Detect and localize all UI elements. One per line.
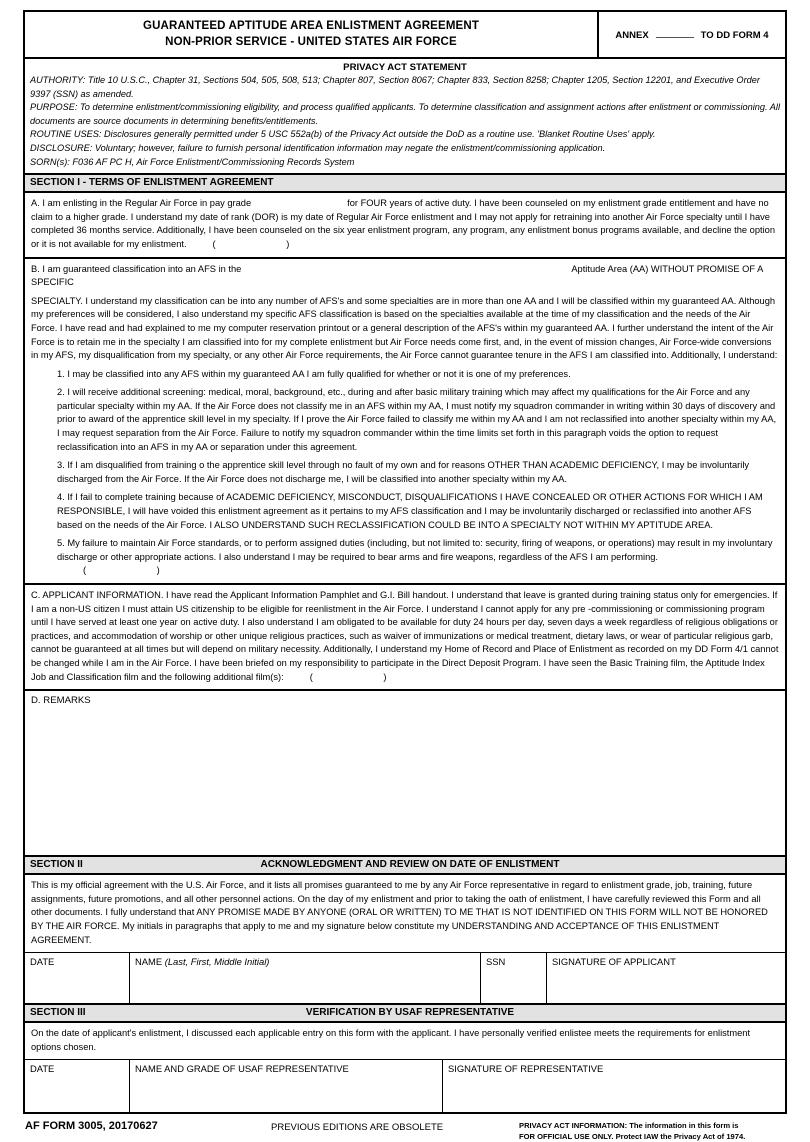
section-1-header: SECTION I - TERMS OF ENLISTMENT AGREEMENT [25, 175, 785, 193]
paragraph-b-item-4: 4. If I fail to complete training because of ACADEMIC DEFICIENCY, MISCONDUCT, DISQUALIFICATIONS I HAVE CONCEALED OR OTHER ACTIONS FOR WHICH I AM RESPONSIBLE, I will have voided this enlistment agreement as it pertains to my AFS classification and I may be involuntarily discharged or reclassified into another AFS based on the needs of the Air Force. I ALSO UNDERSTAND SUCH RECLASSIFICATION COULD BE INTO A SPECIALTY NOT WITHIN MY APTITUDE AREA. [57, 492, 763, 530]
privacy-disclosure: DISCLOSURE: Voluntary; however, failure to furnish personal identification information may negate the enlistment/commissioning application. [30, 142, 606, 153]
section-2-label: SECTION II [30, 859, 83, 871]
paragraph-c-text [31, 589, 779, 684]
form-title [25, 12, 597, 57]
form-title-line-2: NON-PRIOR SERVICE - UNITED STATES AIR FORCE [165, 36, 457, 48]
representative-signature-cell[interactable] [443, 1060, 785, 1112]
title-band [25, 12, 785, 59]
remarks-block[interactable] [25, 691, 785, 857]
paragraph-b-heading-line [31, 263, 779, 290]
section-2-body-block [25, 875, 785, 953]
applicant-date-cell[interactable] [25, 953, 130, 1003]
applicant-date-label: DATE [30, 956, 55, 968]
annex-number-field[interactable] [656, 28, 694, 38]
representative-date-label: DATE [30, 1063, 55, 1075]
privacy-sorn: SORN(s): F036 AF PC H, Air Force Enlistment/Commissioning Records System [30, 156, 355, 167]
privacy-routine-uses: ROUTINE USES: Disclosures generally permitted under 5 USC 552a(b) of the Privacy Act outside the DoD as a routine use. 'Blanket Routine Uses' apply. [30, 129, 656, 140]
applicant-name-cell[interactable] [130, 953, 481, 1003]
paragraph-b-item-1: 1. I may be classified into any AFS within my guaranteed AA I am fully qualified for whether or not it is one of my preferences. [57, 368, 571, 379]
remarks-label: D. REMARKS [31, 695, 91, 707]
paragraph-a-initials-field[interactable]: ( ) [212, 238, 324, 249]
privacy-act-statement [25, 59, 785, 175]
section-2-header [25, 857, 785, 875]
section-2-body: This is my official agreement with the U.S. Air Force, and it lists all promises guaranteed to me by any Air Force representative in regard to enlistment grade, job, training, future assignments, future promotions, and all other personnel actions. On the day of my enlistment and prior to taking the oath of enlistment, I have carefully reviewed this Form and all other documents. I fully understand that ANY PROMISE MADE BY ANYONE (ORAL OR WRITTEN) TO ME THAT IS NOT IDENTIFIED ON THIS FORM WILL NOT BE HONORED BY THE AIR FORCE. My initials in paragraphs that apply to me and my signature below constitute my UNDERSTANDING AND ACCEPTANCE OF THIS ENLISTMENT AGREEMENT. [31, 880, 768, 945]
privacy-authority: AUTHORITY: Title 10 U.S.C., Chapter 31, Sections 504, 505, 508, 513; Chapter 807, Section 8067; Chapter 833, Section 8258; Chapter 1205, Section 12201, and Executive Order 9397 (SSN) as amended. [30, 75, 760, 99]
paragraph-b-item-2: 2. I will receive additional screening: medical, moral, background, etc., during and after basic military training which may affect my qualifications for the Air Force and any particular specialty within my AA. If the Air Force does not classify me in an AFS within my AA, I must notify my squadron commander in writing within 30 days of discovery and prior to award of the apprentice skill level in my specialty. If I prove the Air Force failed to classify me within my AA and I am not reclassified into another specialty within my AA, I may request separation from the Air Force. Failure to notify my squadron commander within the time limits set forth in this paragraph voids the option to request reclassification into an AFS in my AA or separation under this agreement. [57, 387, 777, 452]
applicant-ssn-cell[interactable] [481, 953, 547, 1003]
paragraph-b-part-1: B. I am guaranteed classification into an AFS in the [31, 263, 242, 274]
form-identifier: AF FORM 3005, 20170627 [25, 1120, 158, 1133]
section-3-body: On the date of applicant's enlistment, I discussed each applicable entry on this form with the applicant. I have personally verified enlistee meets the requirements for enlistment options chosen. [31, 1028, 751, 1052]
applicant-ssn-label: SSN [486, 956, 506, 968]
applicant-signature-cell[interactable] [547, 953, 785, 1003]
form-title-line-1: GUARANTEED APTITUDE AREA ENLISTMENT AGREEMENT [143, 20, 479, 32]
section-3-body-block [25, 1023, 785, 1060]
paragraph-b-body: SPECIALTY. I understand my classification can be into any number of AFS's and some specialties are in more than one AA and I will be classified within my guaranteed AA. Although my preferences will be considered, I also understand my specific AFS classification is based on the specialties available at the time of my classification and the needs of the Air Force. I have read and had explained to me my computer reservation printout or a general description of the AFS's within my guaranteed AA. I further understand the intent of the Air Force is to retain me in the specialty I am classified into for my complete enlistment but Air Force needs come first, and, in the event of mission changes, Air Force-wide conversions in my AFS, my disqualification from my specialty, or any other Air Force requirements, the Air Force cannot guarantee tenure in the AFS I am classified into. Additionally, I understand: [31, 295, 778, 361]
privacy-act-information-line-1: PRIVACY ACT INFORMATION: The information in this form is [519, 1121, 739, 1131]
annex-box [597, 12, 785, 57]
applicant-signature-table [25, 953, 785, 1005]
section-3-header [25, 1005, 785, 1023]
form-footer [23, 1114, 787, 1142]
paragraph-b-item-5 [57, 537, 779, 578]
paragraph-c-initials-field[interactable]: ( ) [309, 671, 421, 682]
annex-label: ANNEX [615, 30, 649, 41]
paragraph-b-item-5-text: 5. My failure to maintain Air Force standards, or to perform assigned duties (including, but not limited to: security, firing of weapons, or operations) may result in my involuntary discharge or other appropriate actions. I also understand I may be required to bear arms and fire weapons, regardless of the AFS I am performing. [57, 538, 773, 562]
privacy-purpose: PURPOSE: To determine enlistment/commissioning eligibility, and process qualified applicants. To determine classification and assignment actions after enlistment or commissioning. All documents are source documents in determining benefits/entitlements. [30, 102, 780, 126]
paragraph-c-block [25, 585, 785, 691]
representative-signature-table [25, 1060, 785, 1112]
applicant-name-label: NAME [135, 956, 163, 968]
representative-name-cell[interactable] [130, 1060, 443, 1112]
section-3-label: SECTION III [30, 1007, 86, 1019]
section-3-title: VERIFICATION BY USAF REPRESENTATIVE [305, 1007, 515, 1019]
annex-suffix-label: TO DD FORM 4 [700, 30, 769, 41]
paragraph-a-part-1: A. I am enlisting in the Regular Air Force in pay grade [31, 198, 252, 209]
privacy-act-information [503, 1120, 787, 1142]
paragraph-a-part-2: for FOUR years of active duty. I have been counseled on my enlistment grade entitlement and have no claim to a higher grade. I understand my date of rank (DOR) is my date of Regular Air Force enlistment and I may not apply for retraining into another Air Force specialty until I have completed 36 months service. Additionally, I have been counseled on the six year enlistment program, any program, any enlistment bonus programs available, and decline the option or it is not available for my enlistment. [31, 198, 776, 249]
privacy-act-information-line-2: FOR OFFICIAL USE ONLY. Protect IAW the Privacy Act of 1974. [519, 1131, 746, 1141]
paragraph-b-block [25, 259, 785, 585]
paragraph-a-block [25, 193, 785, 258]
paragraph-a-text [31, 197, 779, 251]
paragraph-b-part-2: Aptitude Area (AA) WITHOUT PROMISE OF A SPECIFIC [31, 263, 763, 288]
applicant-signature-label: SIGNATURE OF APPLICANT [552, 956, 676, 968]
privacy-act-heading: PRIVACY ACT STATEMENT [343, 62, 467, 73]
section-2-title: ACKNOWLEDGMENT AND REVIEW ON DATE OF ENLISTMENT [260, 859, 560, 871]
paragraph-c-body: C. APPLICANT INFORMATION. I have read the Applicant Information Pamphlet and G.I. Bill handout. I understand that leave is granted during training status only for emergencies. If I am a non-US citizen I must attain US citizenship to be eligible for reenlistment in the Air Force. I understand I cannot apply for any pre -commissioning or commissioning program until I have served at least one year on active duty. I also understand I am obligated to be available for duty 24 hours per day, seven days a week regardless of religious obligations or practices, and accommodation of worship or other unique religious practices, such as waiver of immunizations or medical treatment, dietary laws, or wear of particular religious garb, cannot be guaranteed at all times but will depend on military necessity. Additionally, I understand my Home of Record and Place of Enlistment as recorded on my DD Form 4/1 cannot be changed while I am in the Air Force. I have been briefed on my responsibility to participate in the Direct Deposit Program. I have seen the Basic Training film, the Aptitude Index Job and Classification film and the following additional film(s): [31, 590, 779, 682]
applicant-name-hint: (Last, First, Middle Initial) [164, 956, 270, 968]
previous-editions-note: PREVIOUS EDITIONS ARE OBSOLETE [271, 1122, 444, 1134]
representative-name-label: NAME AND GRADE OF USAF REPRESENTATIVE [135, 1063, 349, 1075]
af-form-3005 [23, 10, 787, 1114]
representative-signature-label: SIGNATURE OF REPRESENTATIVE [448, 1063, 604, 1075]
representative-date-cell[interactable] [25, 1060, 130, 1112]
paragraph-b-item-3: 3. If I am disqualified from training o the apprentice skill level through no fault of my own and for reasons OTHER THAN ACADEMIC DEFICIENCY, I may be involuntarily discharged from the Air Force. If the Air Force does not discharge me, I will be classified into another specialty within my AA. [57, 460, 750, 484]
paragraph-b-initials-field[interactable]: ( ) [83, 565, 194, 576]
